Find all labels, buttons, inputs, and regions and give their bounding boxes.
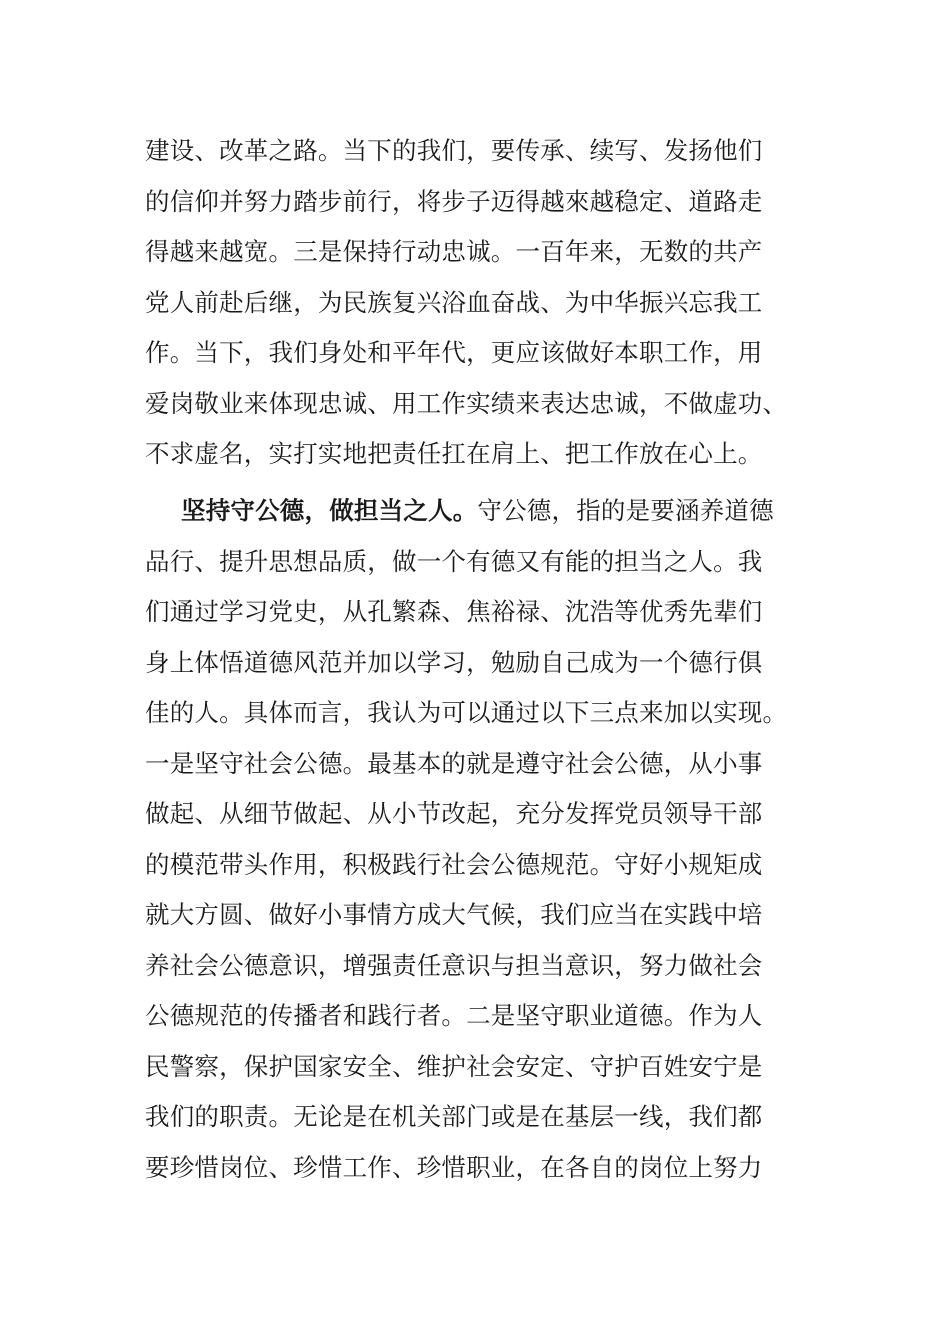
paragraph-line: 我们的职责。无论是在机关部门或是在基层一线，我们都 [145, 1102, 763, 1131]
paragraph-line: 公德规范的传播者和践行者。二是坚守职业道德。作为人 [145, 1001, 763, 1030]
paragraph-line: 民警察，保护国家安全、维护社会安定、守护百姓安宁是 [145, 1051, 763, 1081]
paragraph-line: 的信仰并努力踏步前行，将步子迈得越來越稳定、道路走 [145, 186, 763, 216]
paragraph-line: 党人前赴后继，为民族复兴浴血奋战、为中华振兴忘我工 [145, 287, 763, 317]
paragraph-line: 建设、改革之路。当下的我们，要传承、续写、发扬他们 [145, 136, 763, 165]
paragraph-line: 要珍惜岗位、珍惜工作、珍惜职业，在各自的岗位上努力 [145, 1152, 763, 1182]
paragraph-line: 品行、提升思想品质，做一个有德又有能的担当之人。我 [145, 546, 763, 576]
paragraph-2 [145, 486, 805, 1193]
paragraph-1 [145, 126, 805, 480]
paragraph-line: 作。当下，我们身处和平年代，更应该做好本职工作，用 [145, 338, 763, 367]
paragraph-line: 就大方圆、做好小事情方成大气候，我们应当在实践中培 [145, 900, 763, 929]
paragraph-line: 的模范带头作用，积极践行社会公德规范。守好小规矩成 [145, 849, 763, 879]
paragraph-line: 一是坚守社会公德。最基本的就是遵守社会公德，从小事 [145, 748, 763, 778]
paragraph-heading: 坚持守公德，做担当之人。 [181, 496, 478, 525]
paragraph-line: 身上体悟道德风范并加以学习，勉励自己成为一个德行俱 [145, 647, 763, 677]
paragraph-first-line-text: 守公德，指的是要涵养道德 [477, 496, 774, 525]
paragraph-line: 得越来越宽。三是保持行动忠诚。一百年来，无数的共产 [145, 237, 763, 266]
paragraph-line: 做起、从细节做起、从小节改起，充分发挥党员领导干部 [145, 799, 763, 828]
paragraph-line: 们通过学习党史，从孔繁森、焦裕禄、沈浩等优秀先辈们 [145, 597, 763, 626]
paragraph-line: 佳的人。具体而言，我认为可以通过以下三点来加以实现。 [145, 698, 788, 727]
paragraph-line: 养社会公德意识，增强责任意识与担当意识，努力做社会 [145, 950, 763, 980]
paragraph-line: 不求虚名，实打实地把责任扛在肩上、把工作放在心上。 [145, 439, 763, 468]
paragraph-first-line [145, 486, 805, 537]
paragraph-line: 爱岗敬业来体现忠诚、用工作实绩来表达忠诚，不做虚功、 [145, 388, 788, 418]
